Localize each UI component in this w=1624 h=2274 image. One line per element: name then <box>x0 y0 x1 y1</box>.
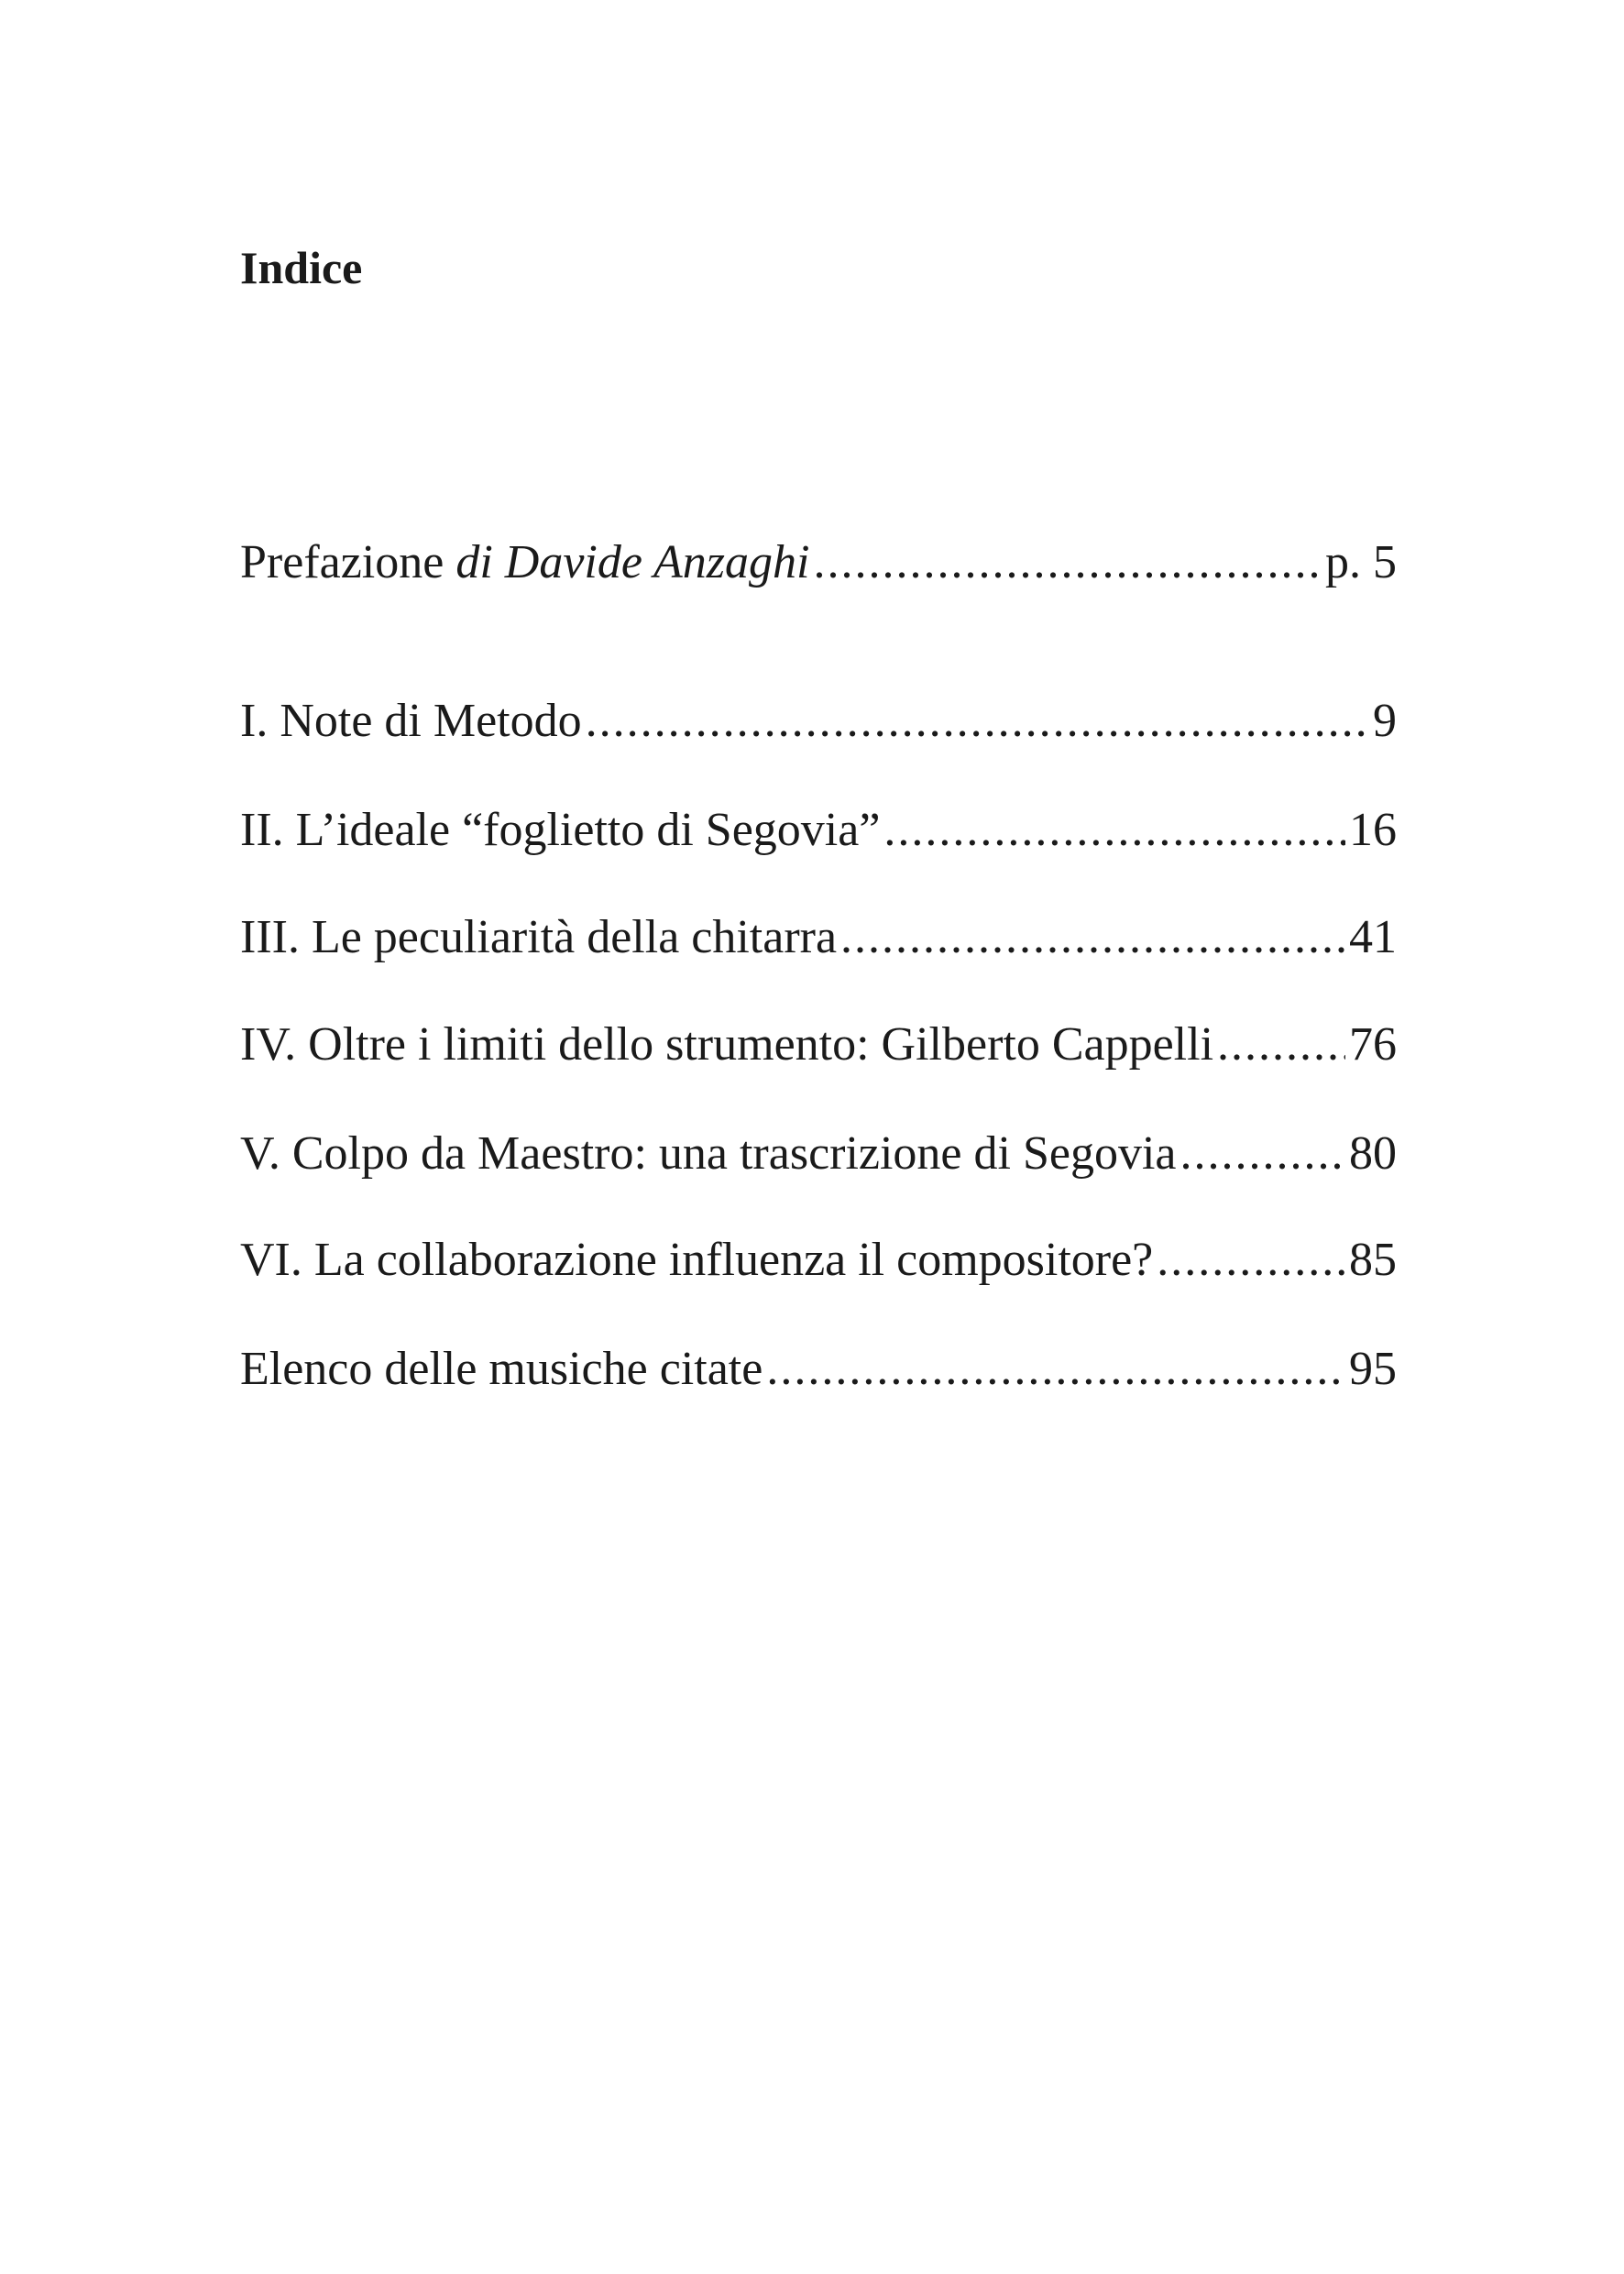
toc-entry-page: 85 <box>1349 1234 1397 1286</box>
toc-entry[interactable] <box>240 1125 1397 1183</box>
page-title: Indice <box>240 242 363 293</box>
toc-entry-page: 16 <box>1349 804 1397 856</box>
toc-entry-page: 80 <box>1349 1127 1397 1180</box>
toc-entry-label: VI. La collaborazione influenza il compositore? <box>240 1234 1154 1286</box>
dot-leader <box>883 801 1345 860</box>
toc-entry-label: Elenco delle musiche citate <box>240 1343 763 1395</box>
toc-entry[interactable] <box>240 801 1397 860</box>
toc-entry-preface[interactable] <box>240 533 1397 592</box>
toc-entry-label: II. L’ideale “foglietto di Segovia” <box>240 804 881 856</box>
preface-author: di Davide Anzaghi <box>455 536 810 588</box>
toc-entry-label: III. Le peculiarità della chitarra <box>240 911 838 963</box>
dot-leader <box>1180 1125 1346 1183</box>
dot-leader <box>1157 1231 1345 1290</box>
preface-label: Prefazione <box>240 536 456 588</box>
dot-leader <box>813 533 1322 592</box>
dot-leader <box>840 908 1345 967</box>
toc-entry[interactable] <box>240 692 1397 751</box>
toc-entry-page: p. 5 <box>1325 536 1397 588</box>
toc-entry-label: IV. Oltre i limiti dello strumento: Gilberto Cappelli <box>240 1018 1214 1071</box>
toc-entry-page: 41 <box>1349 911 1397 963</box>
toc-entry-page: 95 <box>1349 1343 1397 1395</box>
dot-leader <box>586 692 1369 751</box>
toc-entry[interactable] <box>240 1340 1397 1399</box>
toc-entry-label: I. Note di Metodo <box>240 695 582 747</box>
dot-leader <box>1217 1016 1345 1074</box>
toc-entry[interactable] <box>240 1016 1397 1074</box>
toc-entry[interactable] <box>240 1231 1397 1290</box>
toc-entry-page: 9 <box>1373 695 1397 747</box>
toc-entry-page: 76 <box>1349 1018 1397 1071</box>
toc-entry[interactable] <box>240 908 1397 967</box>
toc-entry-label <box>240 533 809 592</box>
toc-entry-label: V. Colpo da Maestro: una trascrizione di Segovia <box>240 1127 1177 1180</box>
dot-leader <box>766 1340 1345 1399</box>
